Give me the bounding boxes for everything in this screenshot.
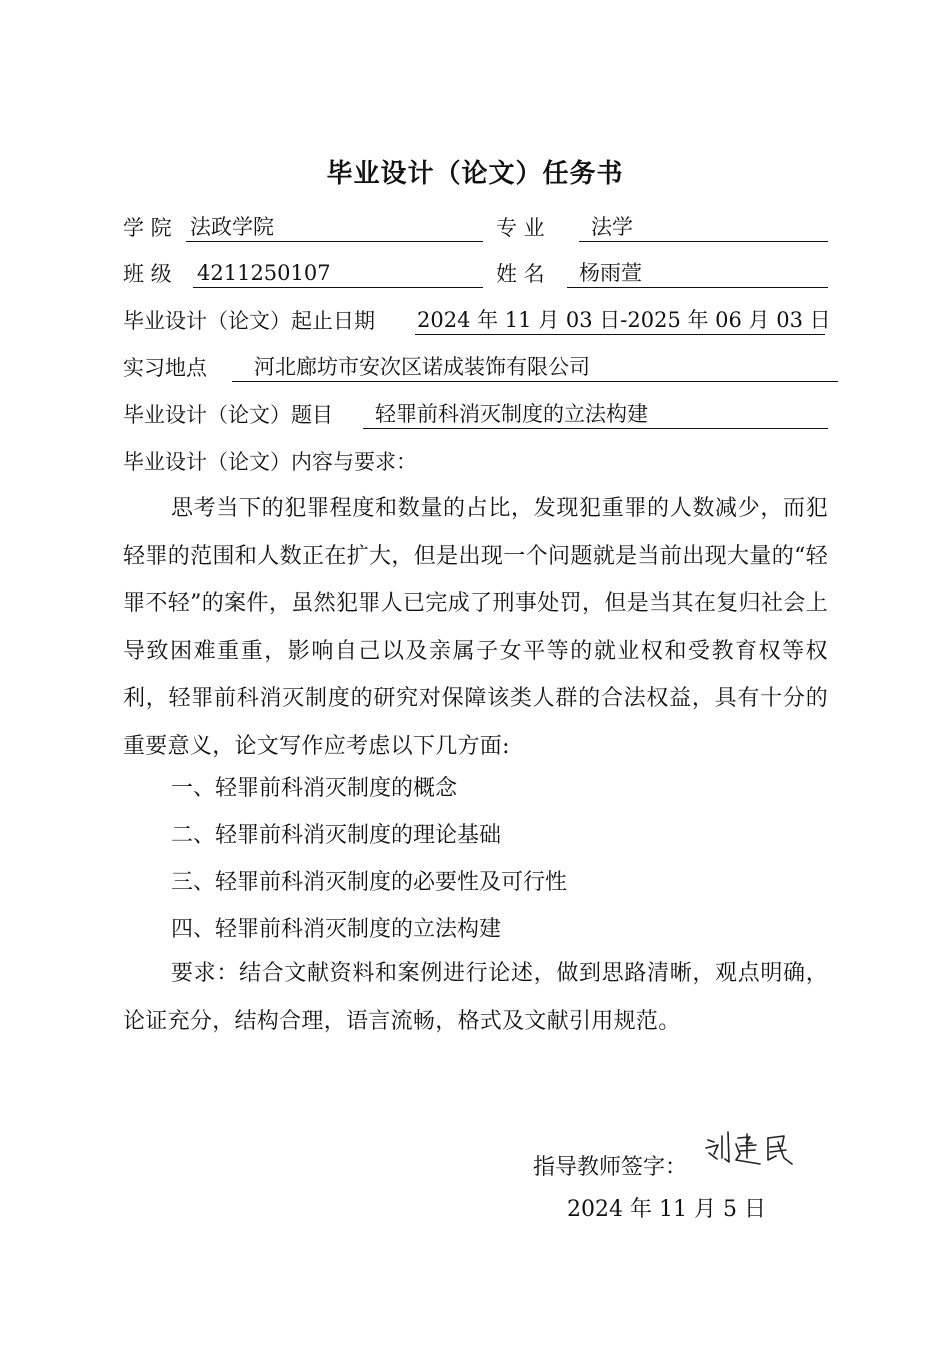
handwritten-signature [700, 1128, 800, 1174]
internship-value: 河北廊坊市安次区诺成装饰有限公司 [232, 353, 838, 382]
advisor-signature-label: 指导教师签字： [533, 1155, 688, 1180]
major-label: 专 业 [496, 216, 545, 240]
document-title: 毕业设计（论文）任务书 [326, 159, 624, 189]
major-value: 法学 [579, 213, 828, 242]
dates-label: 毕业设计（论文）起止日期 [123, 309, 375, 333]
name-label: 姓 名 [496, 262, 545, 286]
signature-date: 2024 年 11 月 5 日 [567, 1197, 766, 1222]
content-requirements: 要求：结合文献资料和案例进行论述，做到思路清晰，观点明确，论证充分，结构合理，语言流畅，格式及文献引用规范。 [123, 961, 828, 1034]
topic-label: 毕业设计（论文）题目 [123, 403, 333, 427]
class-label: 班 级 [123, 262, 172, 286]
college-value: 法政学院 [186, 213, 483, 242]
list-item: 一、轻罪前科消灭制度的概念 [171, 776, 458, 801]
list-item: 三、轻罪前科消灭制度的必要性及可行性 [171, 870, 568, 895]
name-value: 杨雨萱 [567, 259, 828, 288]
class-value: 4211250107 [193, 259, 483, 288]
college-label: 学 院 [123, 216, 172, 240]
dates-value: 2024 年 11 月 03 日-2025 年 06 月 03 日 [415, 306, 825, 335]
topic-value: 轻罪前科消灭制度的立法构建 [363, 400, 828, 429]
content-label: 毕业设计（论文）内容与要求： [123, 450, 417, 474]
content-intro: 思考当下的犯罪程度和数量的占比，发现犯重罪的人数减少，而犯轻罪的范围和人数正在扩大，但是出现一个问题就是当前出现大量的“轻罪不轻”的案件，虽然犯罪人已完成了刑事处罚，但是当其在复归社会上导致困难重重，影响自己以及亲属子女平等的就业权和受教育权等权利，轻罪前科消灭制度的研究对保障该类人群的合法权益，具有十分的重要意义，论文写作应考虑以下几方面: [123, 496, 828, 759]
list-item: 四、轻罪前科消灭制度的立法构建 [171, 917, 502, 942]
internship-label: 实习地点 [123, 356, 207, 380]
list-item: 二、轻罪前科消灭制度的理论基础 [171, 823, 502, 848]
